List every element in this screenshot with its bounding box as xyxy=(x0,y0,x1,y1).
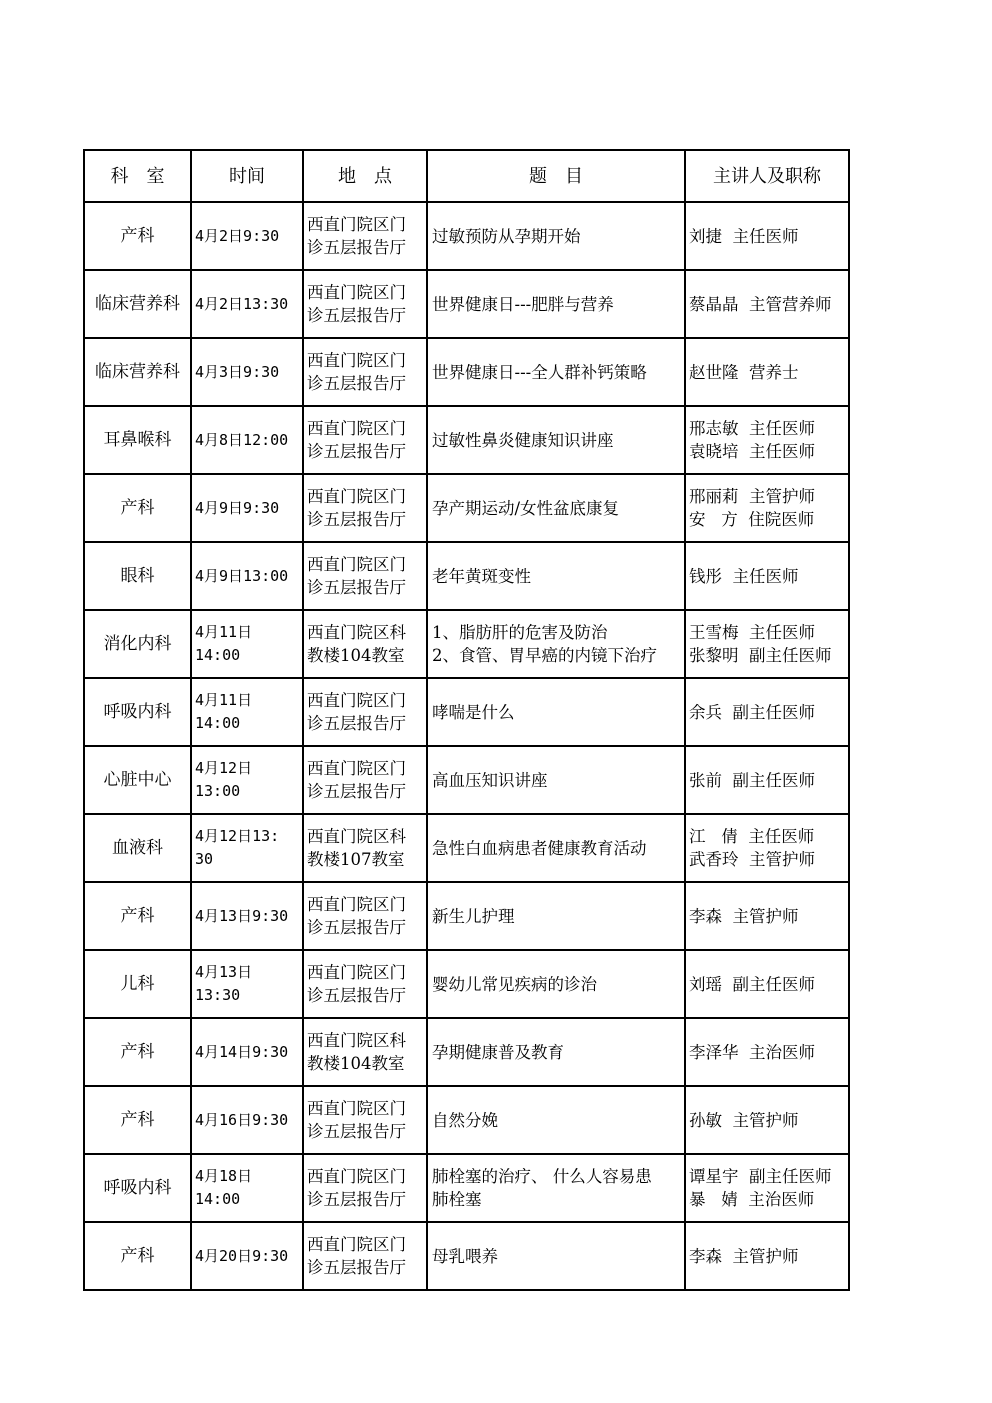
speaker-cell xyxy=(685,678,849,746)
location-cell-line: 诊五层报告厅 xyxy=(307,918,406,937)
topic-cell xyxy=(427,542,685,610)
topic-cell-line: 老年黄斑变性 xyxy=(432,566,531,586)
time-cell-line: 4月13日9:30 xyxy=(195,906,289,925)
speaker-cell-line: 暴 婧 主治医师 xyxy=(689,1190,815,1209)
time-cell-line: 13:00 xyxy=(195,782,241,800)
topic-cell xyxy=(427,814,685,882)
speaker-cell xyxy=(685,950,849,1018)
time-cell-line: 4月12日 xyxy=(195,759,253,777)
time-cell-line: 4月11日 xyxy=(195,623,253,641)
speaker-cell-line: 蔡晶晶 主管营养师 xyxy=(689,294,832,314)
location-cell xyxy=(303,746,427,814)
topic-cell xyxy=(427,202,685,270)
time-cell-line: 4月13日 xyxy=(195,963,253,981)
topic-cell xyxy=(427,882,685,950)
topic-cell xyxy=(427,678,685,746)
table-row xyxy=(84,1154,849,1222)
speaker-cell xyxy=(685,474,849,542)
table-row xyxy=(84,542,849,610)
time-cell-line: 30 xyxy=(195,850,214,868)
time-cell-line: 4月12日13: xyxy=(195,827,280,845)
speaker-cell-line: 王雪梅 主任医师 xyxy=(689,623,815,642)
location-cell xyxy=(303,202,427,270)
header-location: 地 点 xyxy=(303,150,427,202)
time-cell xyxy=(191,202,303,270)
location-cell-line: 诊五层报告厅 xyxy=(307,782,406,801)
speaker-cell-line: 袁晓培 主任医师 xyxy=(689,442,815,461)
table-row xyxy=(84,950,849,1018)
dept-cell: 呼吸内科 xyxy=(84,678,191,746)
location-cell xyxy=(303,814,427,882)
time-cell xyxy=(191,882,303,950)
location-cell-line: 诊五层报告厅 xyxy=(307,374,406,393)
topic-cell-line: 哮喘是什么 xyxy=(432,702,515,722)
location-cell xyxy=(303,542,427,610)
speaker-cell xyxy=(685,406,849,474)
time-cell-line: 4月18日 xyxy=(195,1167,253,1185)
time-cell-line: 4月9日13:00 xyxy=(195,566,289,585)
location-cell-line: 诊五层报告厅 xyxy=(307,1258,406,1277)
topic-cell xyxy=(427,270,685,338)
time-cell-line: 4月2日13:30 xyxy=(195,294,289,313)
topic-cell xyxy=(427,1222,685,1290)
speaker-cell-line: 安 方 住院医师 xyxy=(689,510,815,529)
speaker-cell-line: 孙敏 主管护师 xyxy=(689,1110,799,1130)
location-cell-line: 教楼104教室 xyxy=(307,1054,405,1073)
dept-cell: 产科 xyxy=(84,202,191,270)
time-cell-line: 4月11日 xyxy=(195,691,253,709)
time-cell xyxy=(191,474,303,542)
time-cell xyxy=(191,338,303,406)
location-cell xyxy=(303,338,427,406)
location-cell-line: 西直门院区门 xyxy=(307,1167,406,1186)
topic-cell-line: 肺栓塞 xyxy=(432,1190,482,1209)
header-dept: 科 室 xyxy=(84,150,191,202)
dept-cell: 临床营养科 xyxy=(84,338,191,406)
topic-cell xyxy=(427,746,685,814)
speaker-cell xyxy=(685,542,849,610)
location-cell-line: 诊五层报告厅 xyxy=(307,442,406,461)
dept-cell: 呼吸内科 xyxy=(84,1154,191,1222)
dept-cell: 产科 xyxy=(84,882,191,950)
topic-cell xyxy=(427,950,685,1018)
time-cell-line: 4月14日9:30 xyxy=(195,1042,289,1061)
topic-cell-line: 孕产期运动/女性盆底康复 xyxy=(432,498,620,518)
dept-cell: 产科 xyxy=(84,1018,191,1086)
topic-cell-line: 高血压知识讲座 xyxy=(432,770,548,790)
topic-cell xyxy=(427,1154,685,1222)
topic-cell xyxy=(427,406,685,474)
time-cell xyxy=(191,1154,303,1222)
topic-cell-line: 孕期健康普及教育 xyxy=(432,1042,564,1062)
table-row xyxy=(84,814,849,882)
time-cell-line: 4月2日9:30 xyxy=(195,226,280,245)
location-cell-line: 西直门院区门 xyxy=(307,487,406,506)
topic-cell-line: 过敏预防从孕期开始 xyxy=(432,226,581,246)
time-cell-line: 13:30 xyxy=(195,986,241,1004)
time-cell-line: 14:00 xyxy=(195,1190,241,1208)
time-cell-line: 4月3日9:30 xyxy=(195,362,280,381)
time-cell xyxy=(191,814,303,882)
topic-cell xyxy=(427,474,685,542)
time-cell-line: 4月20日9:30 xyxy=(195,1246,289,1265)
speaker-cell-line: 武香玲 主管护师 xyxy=(689,850,815,869)
location-cell-line: 西直门院区门 xyxy=(307,1235,406,1254)
location-cell-line: 诊五层报告厅 xyxy=(307,510,406,529)
header-topic: 题 目 xyxy=(427,150,685,202)
location-cell xyxy=(303,1086,427,1154)
speaker-cell-line: 张前 副主任医师 xyxy=(689,770,815,790)
location-cell-line: 西直门院区门 xyxy=(307,963,406,982)
location-cell xyxy=(303,1222,427,1290)
table-row xyxy=(84,1086,849,1154)
table-row xyxy=(84,1222,849,1290)
dept-cell: 血液科 xyxy=(84,814,191,882)
dept-cell: 临床营养科 xyxy=(84,270,191,338)
speaker-cell-line: 李泽华 主治医师 xyxy=(689,1042,815,1062)
location-cell-line: 西直门院区科 xyxy=(307,827,406,846)
table-row xyxy=(84,746,849,814)
topic-cell xyxy=(427,610,685,678)
speaker-cell-line: 刘瑶 副主任医师 xyxy=(689,974,815,994)
time-cell xyxy=(191,950,303,1018)
time-cell xyxy=(191,1086,303,1154)
dept-cell: 儿科 xyxy=(84,950,191,1018)
time-cell xyxy=(191,270,303,338)
speaker-cell xyxy=(685,270,849,338)
location-cell-line: 西直门院区门 xyxy=(307,351,406,370)
time-cell xyxy=(191,610,303,678)
topic-cell-line: 急性白血病患者健康教育活动 xyxy=(432,838,647,858)
speaker-cell-line: 钱彤 主任医师 xyxy=(689,566,799,586)
location-cell-line: 西直门院区门 xyxy=(307,895,406,914)
time-cell-line: 14:00 xyxy=(195,646,241,664)
location-cell-line: 教楼107教室 xyxy=(307,850,405,869)
location-cell-line: 西直门院区门 xyxy=(307,555,406,574)
dept-cell: 产科 xyxy=(84,1222,191,1290)
dept-cell: 耳鼻喉科 xyxy=(84,406,191,474)
dept-cell: 眼科 xyxy=(84,542,191,610)
speaker-cell xyxy=(685,1154,849,1222)
speaker-cell xyxy=(685,814,849,882)
location-cell-line: 西直门院区科 xyxy=(307,1031,406,1050)
location-cell xyxy=(303,1154,427,1222)
topic-cell-line: 2、食管、胃早癌的内镜下治疗 xyxy=(432,646,657,665)
speaker-cell-line: 赵世隆 营养士 xyxy=(689,362,799,382)
table-row xyxy=(84,338,849,406)
dept-cell: 产科 xyxy=(84,474,191,542)
speaker-cell xyxy=(685,882,849,950)
location-cell-line: 教楼104教室 xyxy=(307,646,405,665)
location-cell-line: 诊五层报告厅 xyxy=(307,578,406,597)
header-speaker: 主讲人及职称 xyxy=(685,150,849,202)
time-cell xyxy=(191,1222,303,1290)
speaker-cell-line: 李森 主管护师 xyxy=(689,1246,799,1266)
time-cell xyxy=(191,1018,303,1086)
speaker-cell xyxy=(685,1086,849,1154)
speaker-cell xyxy=(685,1222,849,1290)
table-row xyxy=(84,474,849,542)
table-row xyxy=(84,610,849,678)
location-cell-line: 西直门院区门 xyxy=(307,759,406,778)
time-cell xyxy=(191,746,303,814)
location-cell-line: 西直门院区门 xyxy=(307,419,406,438)
location-cell-line: 西直门院区门 xyxy=(307,1099,406,1118)
location-cell-line: 西直门院区门 xyxy=(307,691,406,710)
header-row xyxy=(84,150,849,202)
location-cell-line: 西直门院区门 xyxy=(307,283,406,302)
location-cell-line: 诊五层报告厅 xyxy=(307,714,406,733)
topic-cell-line: 肺栓塞的治疗、 什么人容易患 xyxy=(432,1167,652,1186)
speaker-cell xyxy=(685,338,849,406)
dept-cell: 产科 xyxy=(84,1086,191,1154)
location-cell-line: 诊五层报告厅 xyxy=(307,238,406,257)
location-cell-line: 诊五层报告厅 xyxy=(307,1190,406,1209)
location-cell-line: 诊五层报告厅 xyxy=(307,986,406,1005)
topic-cell xyxy=(427,338,685,406)
speaker-cell xyxy=(685,746,849,814)
speaker-cell-line: 余兵 副主任医师 xyxy=(689,702,815,722)
location-cell-line: 西直门院区门 xyxy=(307,215,406,234)
topic-cell xyxy=(427,1086,685,1154)
location-cell xyxy=(303,610,427,678)
header-time: 时间 xyxy=(191,150,303,202)
location-cell xyxy=(303,882,427,950)
table-row xyxy=(84,882,849,950)
speaker-cell-line: 刘捷 主任医师 xyxy=(689,226,799,246)
topic-cell-line: 自然分娩 xyxy=(432,1110,498,1130)
speaker-cell-line: 李森 主管护师 xyxy=(689,906,799,926)
time-cell-line: 4月8日12:00 xyxy=(195,430,289,449)
lecture-schedule-table xyxy=(83,149,850,1291)
speaker-cell-line: 邢丽莉 主管护师 xyxy=(689,487,815,506)
topic-cell-line: 世界健康日---肥胖与营养 xyxy=(432,294,614,314)
location-cell xyxy=(303,1018,427,1086)
time-cell-line: 14:00 xyxy=(195,714,241,732)
topic-cell-line: 母乳喂养 xyxy=(432,1246,498,1266)
location-cell-line: 诊五层报告厅 xyxy=(307,306,406,325)
time-cell-line: 4月9日9:30 xyxy=(195,498,280,517)
table-row xyxy=(84,406,849,474)
time-cell-line: 4月16日9:30 xyxy=(195,1110,289,1129)
table-row xyxy=(84,202,849,270)
topic-cell xyxy=(427,1018,685,1086)
time-cell xyxy=(191,678,303,746)
time-cell xyxy=(191,406,303,474)
topic-cell-line: 新生儿护理 xyxy=(432,906,515,926)
topic-cell-line: 过敏性鼻炎健康知识讲座 xyxy=(432,430,614,450)
table-row xyxy=(84,678,849,746)
topic-cell-line: 婴幼儿常见疾病的诊治 xyxy=(432,974,597,994)
location-cell xyxy=(303,474,427,542)
speaker-cell-line: 江 倩 主任医师 xyxy=(689,827,815,846)
location-cell xyxy=(303,950,427,1018)
speaker-cell-line: 谭星宇 副主任医师 xyxy=(689,1167,832,1186)
location-cell-line: 诊五层报告厅 xyxy=(307,1122,406,1141)
table-row xyxy=(84,1018,849,1086)
topic-cell-line: 1、脂肪肝的危害及防治 xyxy=(432,623,608,642)
dept-cell: 消化内科 xyxy=(84,610,191,678)
speaker-cell-line: 张黎明 副主任医师 xyxy=(689,646,832,665)
location-cell xyxy=(303,678,427,746)
speaker-cell xyxy=(685,202,849,270)
dept-cell: 心脏中心 xyxy=(84,746,191,814)
location-cell xyxy=(303,270,427,338)
topic-cell-line: 世界健康日---全人群补钙策略 xyxy=(432,362,647,382)
location-cell xyxy=(303,406,427,474)
time-cell xyxy=(191,542,303,610)
speaker-cell xyxy=(685,1018,849,1086)
speaker-cell-line: 邢志敏 主任医师 xyxy=(689,419,815,438)
table-row xyxy=(84,270,849,338)
speaker-cell xyxy=(685,610,849,678)
location-cell-line: 西直门院区科 xyxy=(307,623,406,642)
